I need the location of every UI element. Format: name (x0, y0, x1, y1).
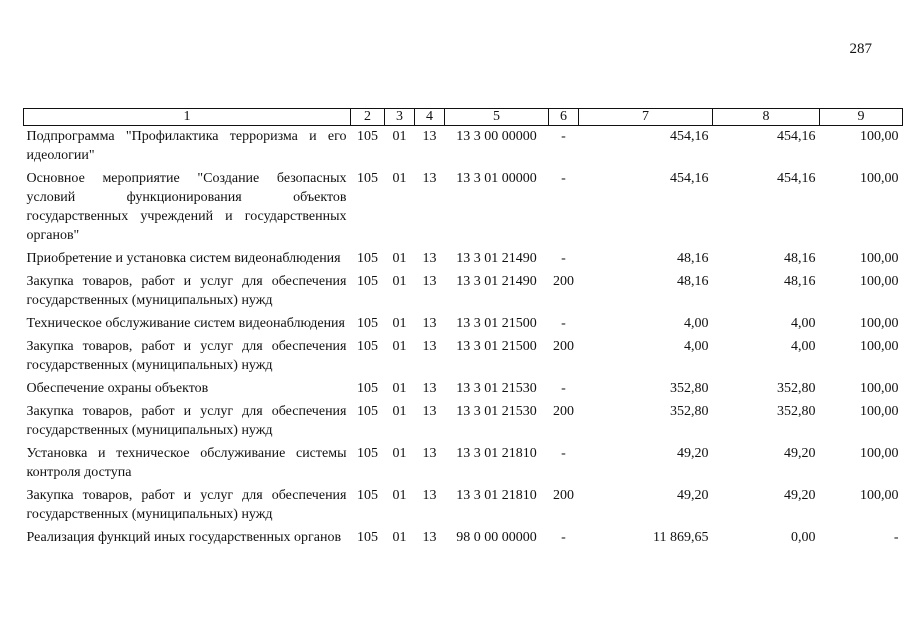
row-expense-type: - (561, 381, 566, 396)
row-col-2: 105 (357, 274, 378, 289)
row-name: Обеспечение охраны объектов (26, 381, 209, 396)
table-row (24, 310, 903, 333)
row-planned: 49,20 (677, 488, 709, 503)
row-code: 13 3 01 21500 (456, 316, 537, 331)
row-percent: 100,00 (860, 274, 899, 289)
row-executed: 4,00 (791, 339, 816, 354)
row-col-2: 105 (357, 530, 378, 545)
row-planned: 4,00 (684, 316, 709, 331)
row-executed: 352,80 (777, 404, 816, 419)
header-col-9: 9 (820, 109, 903, 126)
row-planned: 352,80 (670, 404, 709, 419)
row-planned: 454,16 (670, 171, 709, 186)
row-col-2: 105 (357, 129, 378, 144)
row-col-2: 105 (357, 446, 378, 461)
row-name: Подпрограмма "Профилактика терроризма и его идеологии" (26, 129, 347, 163)
row-col-3: 01 (392, 129, 407, 144)
row-executed: 49,20 (784, 446, 816, 461)
header-col-1: 1 (24, 109, 351, 126)
page-number: 287 (849, 41, 872, 57)
row-col-3: 01 (392, 488, 407, 503)
row-executed: 4,00 (791, 316, 816, 331)
row-percent: - (893, 530, 899, 545)
row-name: Установка и техническое обслуживание системы контроля доступа (26, 446, 347, 480)
header-row (24, 109, 903, 126)
row-code: 13 3 00 00000 (456, 129, 537, 144)
table-row (24, 268, 903, 310)
row-planned: 48,16 (677, 251, 709, 266)
row-col-2: 105 (357, 404, 378, 419)
row-col-2: 105 (357, 251, 378, 266)
row-executed: 49,20 (784, 488, 816, 503)
row-code: 13 3 01 21490 (456, 251, 537, 266)
header-col-3: 3 (385, 109, 415, 126)
row-col-2: 105 (357, 316, 378, 331)
budget-table (23, 108, 903, 547)
row-col-3: 01 (392, 274, 407, 289)
row-percent: 100,00 (860, 129, 899, 144)
row-col-4: 13 (422, 171, 437, 186)
row-executed: 0,00 (791, 530, 816, 545)
row-col-3: 01 (392, 251, 407, 266)
row-expense-type: - (561, 129, 566, 144)
table-row (24, 165, 903, 245)
row-percent: 100,00 (860, 488, 899, 503)
row-col-4: 13 (422, 404, 437, 419)
row-planned: 48,16 (677, 274, 709, 289)
row-percent: 100,00 (860, 316, 899, 331)
row-col-4: 13 (422, 274, 437, 289)
row-executed: 48,16 (784, 274, 816, 289)
row-col-4: 13 (422, 129, 437, 144)
row-percent: 100,00 (860, 251, 899, 266)
row-code: 13 3 01 21500 (456, 339, 537, 354)
table-row (24, 524, 903, 547)
row-col-2: 105 (357, 339, 378, 354)
row-code: 98 0 00 00000 (456, 530, 537, 545)
header-col-6: 6 (549, 109, 579, 126)
row-col-3: 01 (392, 404, 407, 419)
row-percent: 100,00 (860, 446, 899, 461)
table-row (24, 333, 903, 375)
row-col-3: 01 (392, 316, 407, 331)
row-col-3: 01 (392, 339, 407, 354)
row-executed: 352,80 (777, 381, 816, 396)
row-planned: 352,80 (670, 381, 709, 396)
row-percent: 100,00 (860, 171, 899, 186)
row-col-4: 13 (422, 446, 437, 461)
table-row (24, 375, 903, 398)
row-name: Техническое обслуживание систем видеонаблюдения (26, 316, 345, 331)
row-executed: 454,16 (777, 171, 816, 186)
row-col-3: 01 (392, 381, 407, 396)
row-code: 13 3 01 21490 (456, 274, 537, 289)
header-col-2: 2 (351, 109, 385, 126)
row-expense-type: - (561, 316, 566, 331)
row-code: 13 3 01 21810 (456, 446, 537, 461)
row-expense-type: 200 (553, 274, 574, 289)
row-col-2: 105 (357, 171, 378, 186)
row-expense-type: - (561, 171, 566, 186)
row-code: 13 3 01 21530 (456, 404, 537, 419)
row-name: Закупка товаров, работ и услуг для обеспечения государственных (муниципальных) нужд (26, 339, 347, 373)
header-col-8: 8 (713, 109, 820, 126)
row-col-3: 01 (392, 446, 407, 461)
row-code: 13 3 01 21530 (456, 381, 537, 396)
row-percent: 100,00 (860, 381, 899, 396)
row-name: Основное мероприятие "Создание безопасных условий функционирования объектов государственных учреждений и государственных органов" (26, 171, 347, 243)
row-col-2: 105 (357, 381, 378, 396)
row-executed: 454,16 (777, 129, 816, 144)
table-row (24, 440, 903, 482)
header-col-5: 5 (445, 109, 549, 126)
row-expense-type: - (561, 251, 566, 266)
row-expense-type: 200 (553, 339, 574, 354)
row-col-4: 13 (422, 381, 437, 396)
row-col-3: 01 (392, 171, 407, 186)
table-row (24, 482, 903, 524)
row-col-4: 13 (422, 339, 437, 354)
row-expense-type: 200 (553, 488, 574, 503)
row-name: Закупка товаров, работ и услуг для обеспечения государственных (муниципальных) нужд (26, 488, 347, 522)
row-expense-type: - (561, 446, 566, 461)
row-planned: 49,20 (677, 446, 709, 461)
row-expense-type: - (561, 530, 566, 545)
row-name: Закупка товаров, работ и услуг для обеспечения государственных (муниципальных) нужд (26, 274, 347, 308)
row-executed: 48,16 (784, 251, 816, 266)
row-col-4: 13 (422, 251, 437, 266)
row-expense-type: 200 (553, 404, 574, 419)
table-row (24, 126, 903, 166)
row-name: Приобретение и установка систем видеонаблюдения (26, 251, 341, 266)
table-row (24, 398, 903, 440)
row-col-4: 13 (422, 488, 437, 503)
row-percent: 100,00 (860, 404, 899, 419)
row-code: 13 3 01 21810 (456, 488, 537, 503)
row-col-4: 13 (422, 316, 437, 331)
row-planned: 4,00 (684, 339, 709, 354)
header-col-7: 7 (579, 109, 713, 126)
row-col-4: 13 (422, 530, 437, 545)
header-col-4: 4 (415, 109, 445, 126)
row-name: Закупка товаров, работ и услуг для обеспечения государственных (муниципальных) нужд (26, 404, 347, 438)
table-row (24, 245, 903, 268)
row-name: Реализация функций иных государственных органов (26, 530, 342, 545)
row-planned: 454,16 (670, 129, 709, 144)
row-planned: 11 869,65 (653, 530, 709, 545)
row-code: 13 3 01 00000 (456, 171, 537, 186)
row-col-3: 01 (392, 530, 407, 545)
row-col-2: 105 (357, 488, 378, 503)
row-percent: 100,00 (860, 339, 899, 354)
